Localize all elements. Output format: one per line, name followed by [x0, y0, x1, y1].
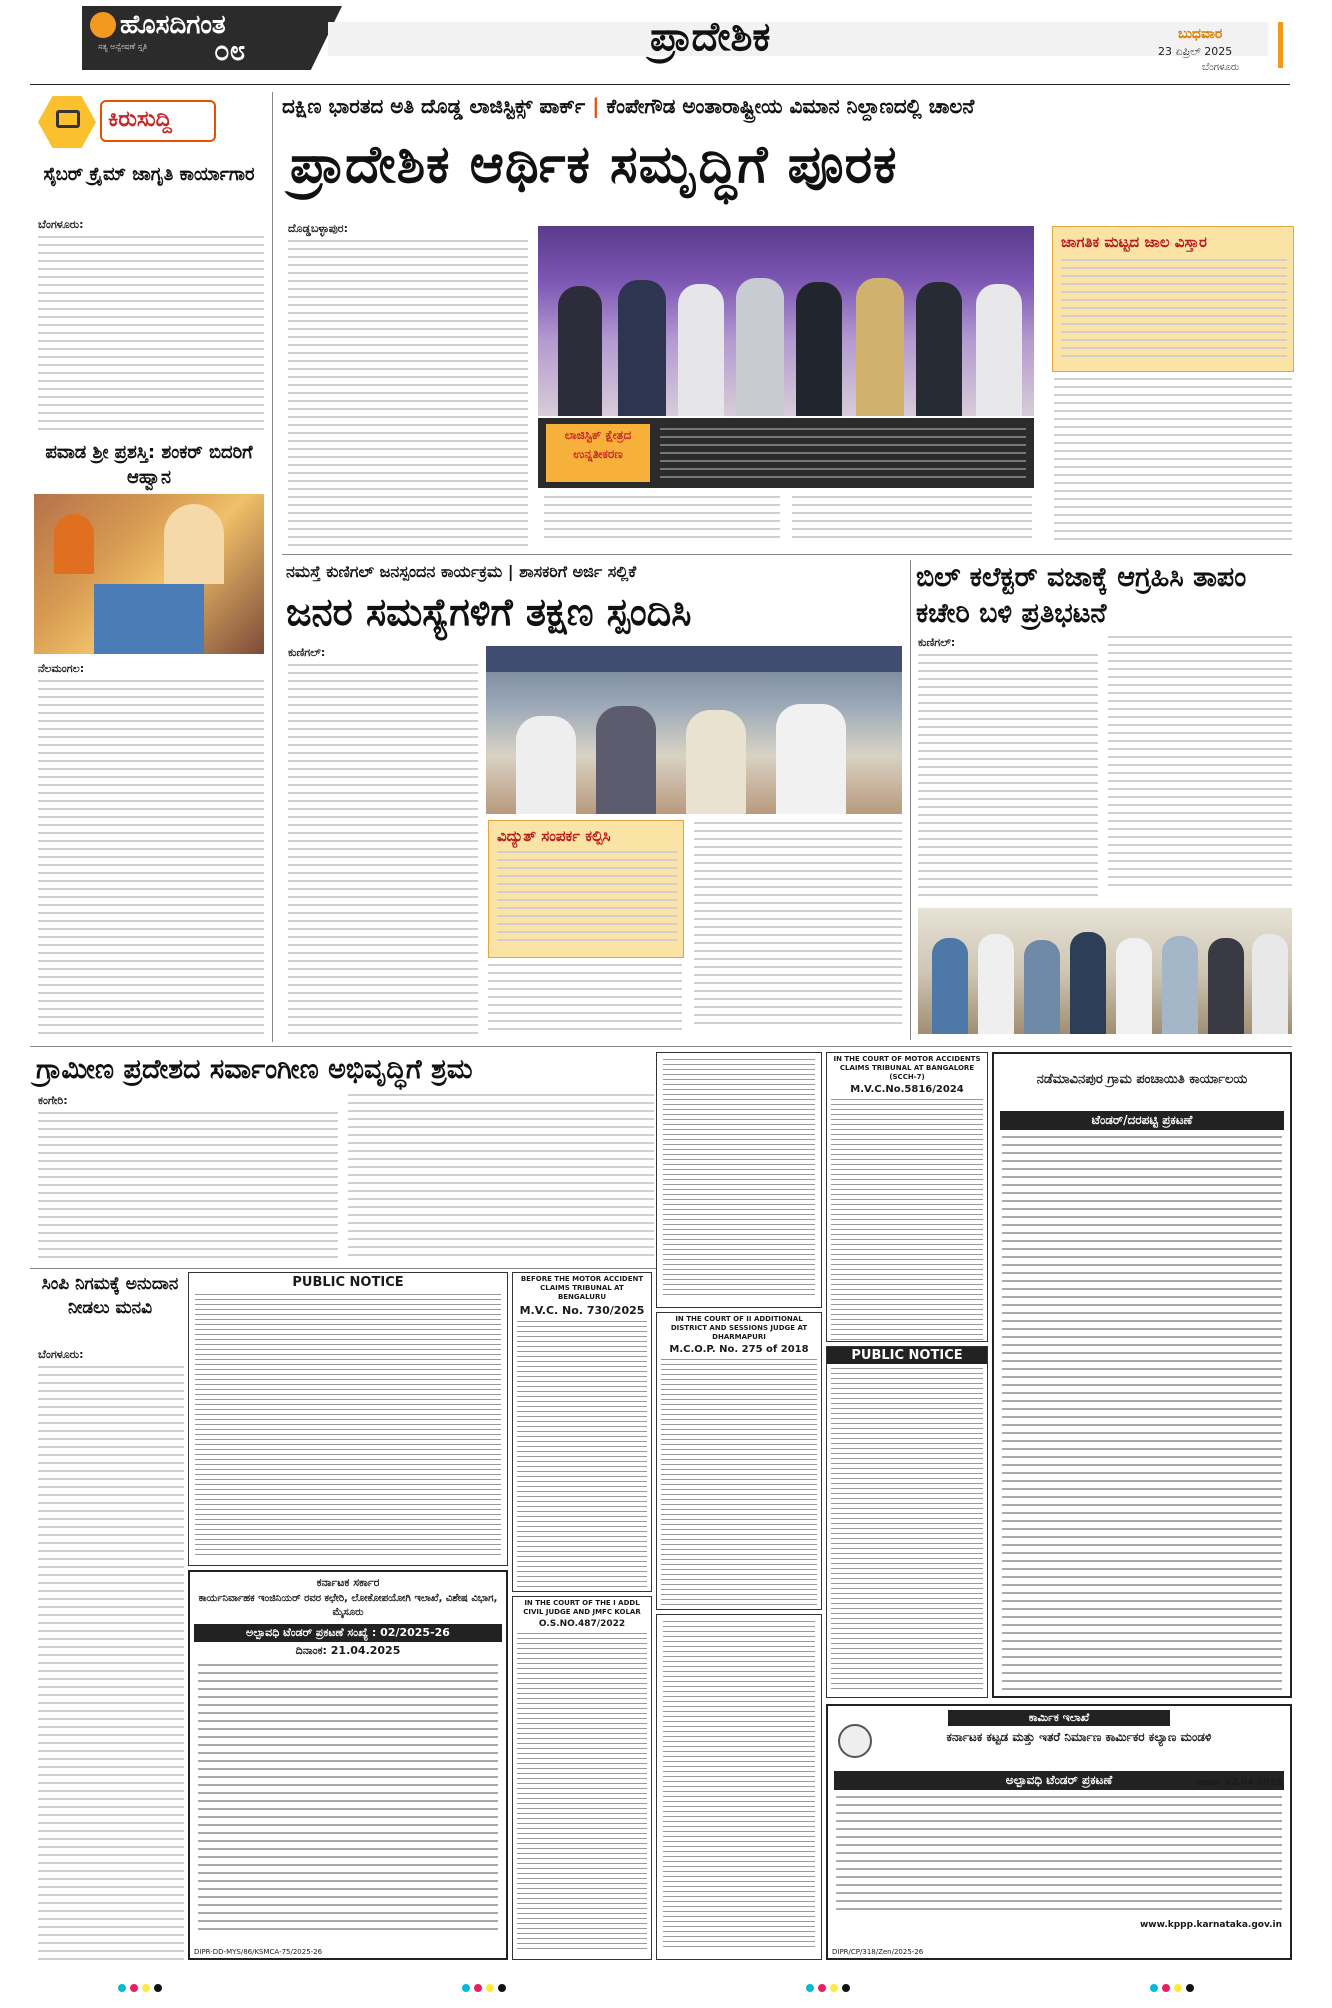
emblem-icon: [838, 1724, 872, 1758]
panchayat-tender-label: ಟೆಂಡರ್/ದರಪಟ್ಟಿ ಪ್ರಕಟಣೆ: [1000, 1111, 1284, 1130]
center-photo: [486, 646, 902, 814]
govt-ad-date: ದಿನಾಂಕ: 21.04.2025: [295, 1644, 401, 1657]
center-box: [488, 820, 684, 958]
public-notice-2: [826, 1346, 988, 1698]
center-dateline: ಕುಣಿಗಲ್:: [288, 646, 326, 659]
kolar-case: O.S.NO.487/2022: [538, 1619, 626, 1629]
govt-ad-notice-no: ಅಲ್ಪಾವಧಿ ಟೆಂಡರ್ ಪ್ರಕಟಣೆ ಸಂಖ್ಯೆ : 02/2025-26: [194, 1624, 502, 1642]
logo-text: ಹೊಸದಿಗಂತ: [120, 10, 226, 40]
lead-kicker-left: ದಕ್ಷಿಣ ಭಾರತದ ಅತಿ ದೊಡ್ಡ ಲಾಜಿಸ್ಟಿಕ್ಸ್ ಪಾರ್ಕ್: [282, 94, 586, 118]
mva-notice-1: [512, 1272, 652, 1592]
govt-ad-code: DIPR-DD-MYS/86/KSMCA-75/2025-26: [194, 1948, 323, 1956]
masthead: [0, 0, 1332, 78]
center-box-title: ವಿದ್ಯುತ್ ಸಂಪರ್ಕ ಕಲ್ಪಿಸಿ: [497, 827, 611, 845]
lead-dateline: ದೊಡ್ಡಬಳ್ಳಾಪುರ:: [288, 222, 348, 235]
rural-dateline: ಕಂಗೇರಿ:: [38, 1094, 68, 1107]
lead-body-col2: [544, 496, 780, 544]
right-headline: ಬಿಲ್ ಕಲೆಕ್ಟರ್ ವಜಾಕ್ಕೆ ಆಗ್ರಹಿಸಿ ತಾಪಂ ಕಚೇರಿ ಬಳಿ ಪ್ರತಿಭಟನೆ: [916, 562, 1247, 629]
labour-dept: ಕಾರ್ಮಿಕ ಇಲಾಖೆ: [948, 1710, 1170, 1726]
kannada-notice-2: [656, 1614, 822, 1960]
story2-dateline: ನೆಲಮಂಗಲ:: [38, 662, 85, 675]
kolar-court-notice: [512, 1596, 652, 1960]
lead-photo: [538, 226, 1034, 416]
rural-body-col2: [348, 1094, 654, 1264]
center-headline: ಜನರ ಸಮಸ್ಯೆಗಳಿಗೆ ತಕ್ಷಣ ಸ್ಪಂದಿಸಿ: [286, 590, 692, 634]
story2-body: [38, 662, 264, 1038]
story2-photo: [34, 494, 264, 654]
labour-tender-label: ಅಲ್ಪಾವಧಿ ಟೆಂಡರ್ ಪ್ರಕಟಣೆ: [834, 1771, 1284, 1790]
lead-side-box: [1052, 226, 1294, 372]
right-photo: [918, 908, 1292, 1034]
right-body-col1: [918, 636, 1098, 902]
logo-mark-icon: [90, 12, 116, 38]
public-notice-2-title: PUBLIC NOTICE: [827, 1347, 987, 1364]
story1-headline: ಸೈಬರ್ ಕ್ರೈಮ್ ಜಾಗೃತಿ ಕಾರ್ಯಾಗಾರ: [43, 164, 255, 185]
mva2-case: M.V.C.No.5816/2024: [850, 1084, 964, 1095]
story1-body: [38, 218, 264, 438]
page-number: ೦೮: [214, 34, 246, 67]
masthead-date: 23 ಏಪ್ರಿಲ್ 2025: [1158, 45, 1233, 58]
masthead-accent-bar: [1278, 22, 1283, 68]
mcop-court: IN THE COURT OF II ADDITIONAL DISTRICT AND SESSIONS JUDGE AT DHARMAPURI: [670, 1315, 808, 1341]
public-notice-1: [188, 1272, 508, 1566]
rural-headline: ಗ್ರಾಮೀಣ ಪ್ರದೇಶದ ಸರ್ವಾಂಗೀಣ ಅಭಿವೃದ್ಧಿಗೆ ಶ್ರಮ: [36, 1054, 473, 1085]
story3-headline: ಸಿಂಪಿ ನಿಗಮಕ್ಕೆ ಅನುದಾನ ನೀಡಲು ಮನವಿ: [41, 1274, 179, 1318]
kirusuddi-badge: [34, 92, 222, 152]
center-kicker: ನಮಸ್ತೆ ಕುಣಿಗಲ್ ಜನಸ್ಪಂದನ ಕಾರ್ಯಕ್ರಮ | ಶಾಸಕರಿಗೆ ಅರ್ಜಿ ಸಲ್ಲಿಕೆ: [286, 562, 637, 581]
right-body-col2: [1108, 636, 1292, 902]
logo-tagline: ಸತ್ಯ ಅನ್ವೇಷಣೆ ಸ್ತೃತಿ: [98, 42, 148, 51]
center-body-col3: [694, 822, 902, 1038]
labour-date: ದಿನಾಂಕ: 22.04.2025: [1196, 1778, 1282, 1788]
masthead-city: ಬೆಂಗಳೂರು: [1202, 62, 1240, 73]
lead-kicker: ದಕ್ಷಿಣ ಭಾರತದ ಅತಿ ದೊಡ್ಡ ಲಾಜಿಸ್ಟಿಕ್ಸ್ ಪಾರ್ಕ್ | ಕೆಂಪೇಗೌಡ ಅಂತಾರಾಷ್ಟ್ರೀಯ ವಿಮಾನ ನಿಲ್ದಾಣದಲ್ಲಿ ಚಾಲನೆ: [282, 94, 975, 118]
rural-body-col1: [38, 1094, 338, 1264]
story3-body: [38, 1348, 184, 1960]
panchayat-title: ನಡೆಮಾವಿನಪುರ ಗ್ರಾಮ ಪಂಚಾಯಿತಿ ಕಾರ್ಯಾಲಯ: [1036, 1072, 1248, 1087]
mva1-case: M.V.C. No. 730/2025: [519, 1304, 645, 1317]
panchayat-tender-ad: [992, 1052, 1292, 1698]
mcop-notice: [656, 1312, 822, 1610]
public-notice-1-title: PUBLIC NOTICE: [292, 1275, 404, 1290]
story1-dateline: ಬೆಂಗಳೂರು:: [38, 218, 84, 231]
lead-body-col1: [288, 222, 528, 548]
right-dateline: ಕುಣಿಗಲ್:: [918, 636, 956, 649]
center-body-col1: [288, 646, 478, 1038]
lead-headline: ಪ್ರಾದೇಶಿಕ ಆರ್ಥಿಕ ಸಮೃದ್ಧಿಗೆ ಪೂರಕ: [290, 135, 898, 195]
caption-label: ಲಾಜಿಸ್ಟಿಕ್ ಕ್ಷೇತ್ರದ ಉನ್ನತೀಕರಣ: [546, 424, 650, 482]
lead-photo-caption: [538, 418, 1034, 488]
labour-title: ಕರ್ನಾಟಕ ಕಟ್ಟಡ ಮತ್ತು ಇತರೆ ನಿರ್ಮಾಣ ಕಾರ್ಮಿಕರ ಕಲ್ಯಾಣ ಮಂಡಳಿ: [946, 1730, 1212, 1744]
lead-body-col3: [792, 496, 1032, 544]
masthead-band: [328, 22, 1268, 56]
side-box-title: ಜಾಗತಿಕ ಮಟ್ಟದ ಜಾಲ ವಿಸ್ತಾರ: [1061, 233, 1207, 251]
govt-ad-dept: ಕಾರ್ಯನಿರ್ವಾಹಕ ಇಂಜಿನಿಯರ್ ರವರ ಕಛೇರಿ, ಲೋಕೋಪಯೋಗಿ ಇಲಾಖೆ, ವಿಶೇಷ ವಿಭಾಗ, ಮೈಸೂರು: [198, 1593, 498, 1618]
govt-ad-title: ಕರ್ನಾಟಕ ಸರ್ಕಾರ: [316, 1576, 380, 1589]
registration-marks: [0, 1980, 1332, 2000]
story3-dateline: ಬೆಂಗಳೂರು:: [38, 1348, 84, 1361]
section-title: ಪ್ರಾದೇಶಿಕ: [650, 14, 771, 60]
govt-tender-ad: [188, 1570, 508, 1960]
mcop-case: M.C.O.P. No. 275 of 2018: [669, 1344, 809, 1355]
center-body-col2: [488, 964, 682, 1038]
story2-headline: ಪವಾಡ ಶ್ರೀ ಪ್ರಶಸ್ತಿ: ಶಂಕರ್ ಬಿದರಿಗೆ ಆಹ್ವಾನ: [45, 442, 253, 488]
mva-notice-2: [826, 1052, 988, 1342]
masthead-day: ಬುಧವಾರ: [1178, 26, 1223, 42]
labour-url[interactable]: www.kppp.karnataka.gov.in: [1139, 1920, 1282, 1930]
kolar-court: IN THE COURT OF THE I ADDL CIVIL JUDGE AND JMFC KOLAR: [523, 1599, 641, 1616]
lead-body-col4: [1054, 378, 1292, 548]
labour-board-ad: [826, 1704, 1292, 1960]
labour-code: DIPR/CP/318/Zen/2025-26: [832, 1948, 924, 1956]
lead-kicker-right: ಕೆಂಪೇಗೌಡ ಅಂತಾರಾಷ್ಟ್ರೀಯ ವಿಮಾನ ನಿಲ್ದಾಣದಲ್ಲಿ ಚಾಲನೆ: [606, 94, 975, 118]
mva1-court: BEFORE THE MOTOR ACCIDENT CLAIMS TRIBUNAL AT BENGALURU: [520, 1275, 644, 1301]
kannada-court-notice: [656, 1052, 822, 1308]
kirusuddi-label: ಕಿರುಸುದ್ದಿ: [108, 107, 172, 132]
mva2-court: IN THE COURT OF MOTOR ACCIDENTS CLAIMS TRIBUNAL AT BANGALORE (SCCH-7): [833, 1055, 981, 1081]
